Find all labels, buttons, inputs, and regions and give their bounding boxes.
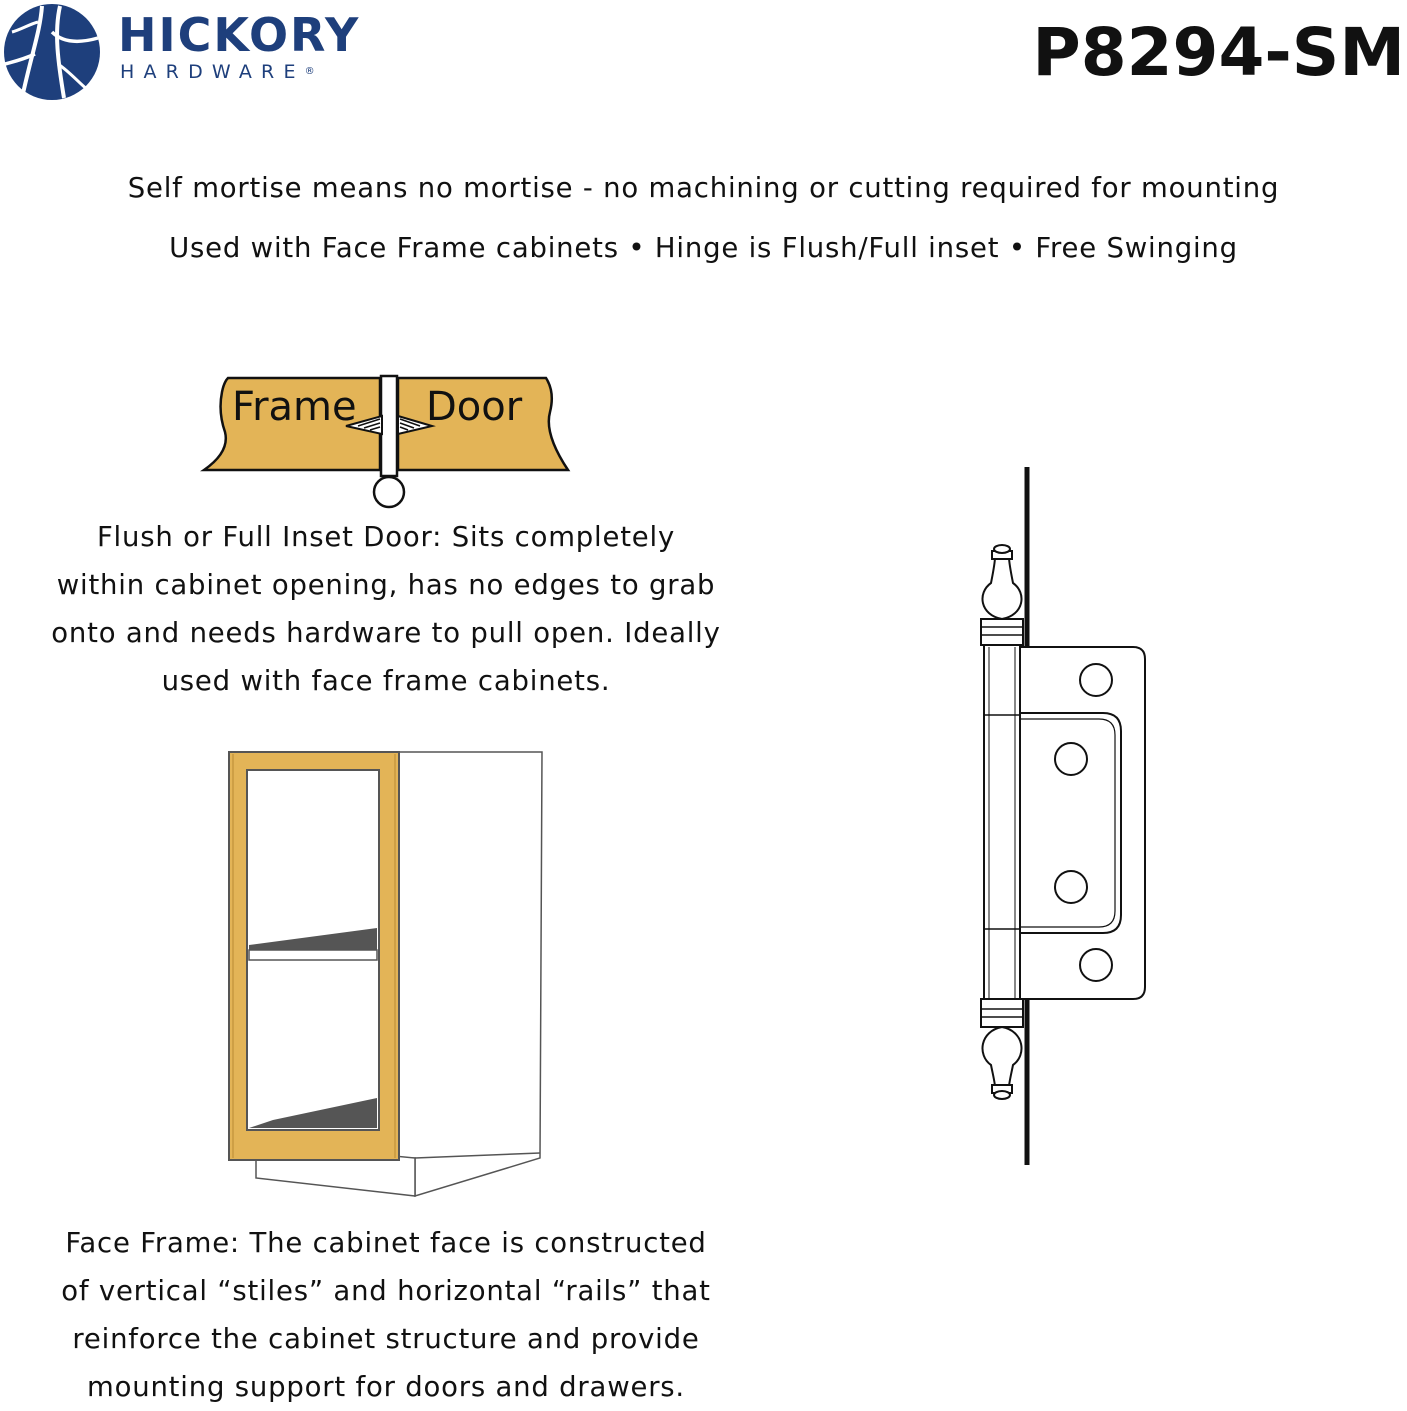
hickory-logo-icon (2, 2, 102, 102)
flush-inset-description (20, 513, 752, 705)
frame-label: Frame (232, 384, 357, 430)
face-frame-description (20, 1219, 752, 1411)
face-frame-cabinet-illustration (225, 748, 547, 1203)
face-line-2: of vertical “stiles” and horizontal “rails” that (61, 1275, 711, 1307)
flush-line-2: within cabinet opening, has no edges to grab (56, 569, 716, 601)
flush-line-1: Flush or Full Inset Door: Sits completely (96, 521, 676, 553)
brand-name: HICKORY (118, 8, 361, 62)
tagline-usage: Used with Face Frame cabinets • Hinge is Flush/Full inset • Free Swinging (169, 232, 1238, 264)
tagline-self-mortise: Self mortise means no mortise - no machining or cutting required for mounting (127, 172, 1280, 204)
brand-subtitle (120, 62, 315, 82)
flush-inset-door-diagram (200, 372, 572, 512)
flush-line-4: used with face frame cabinets. (161, 665, 611, 697)
registered-mark: ® (304, 66, 315, 77)
flush-line-3: onto and needs hardware to pull open. Ideally (51, 617, 721, 649)
brand-sub-text: HARDWARE (120, 61, 305, 83)
door-label: Door (426, 384, 523, 430)
face-line-1: Face Frame: The cabinet face is constructed (65, 1227, 707, 1259)
face-line-3: reinforce the cabinet structure and provide (72, 1323, 700, 1355)
finial-hinge-illustration (975, 465, 1155, 1170)
face-line-4: mounting support for doors and drawers. (87, 1371, 685, 1403)
model-number: P8294-SM (1032, 14, 1405, 91)
